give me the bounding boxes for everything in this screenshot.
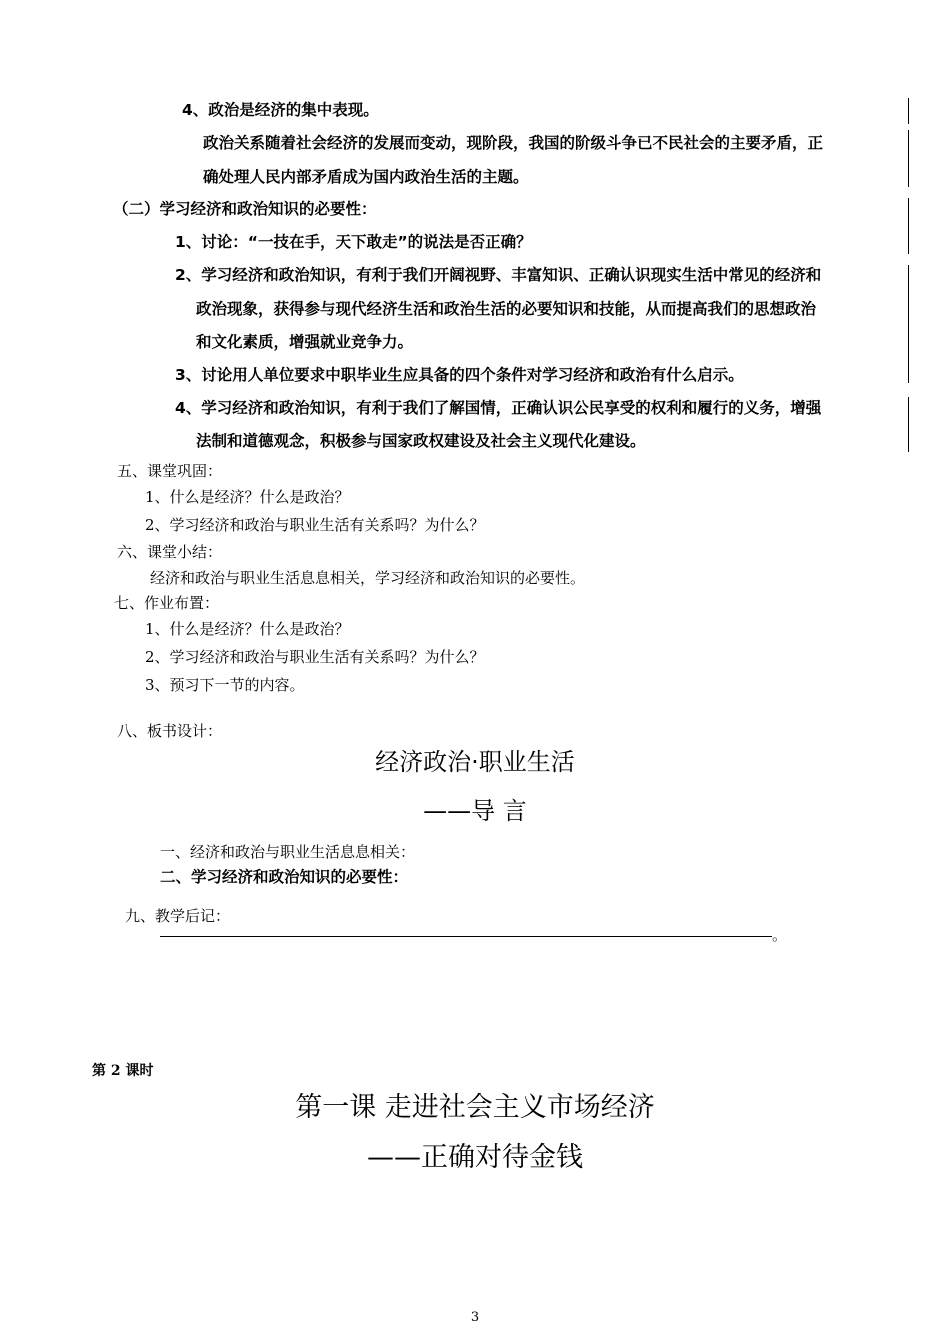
board-heading: 八、板书设计：	[117, 722, 223, 740]
item4-body-line1: 政治关系随着社会经济的发展而变动，现阶段，我国的阶级斗争已不民社会的主要矛盾，正	[203, 134, 824, 152]
point2-line2: 政治现象，获得参与现代经济生活和政治生活的必要知识和技能，从而提高我们的思想政治	[196, 300, 817, 318]
lesson-period: 第 2 课时	[92, 1063, 154, 1079]
board-point1: 一、经济和政治与职业生活息息相关：	[160, 843, 416, 861]
margin-bar	[908, 198, 909, 254]
summary-heading: 六、课堂小结：	[117, 543, 223, 561]
consolidation-heading: 五、课堂巩固：	[117, 462, 223, 480]
point4-line1: 4、学习经济和政治知识，有利于我们了解国情，正确认识公民享受的权利和履行的义务，增强	[175, 399, 822, 417]
board-title: 经济政治·职业生活	[375, 748, 575, 776]
point4-line2: 法制和道德观念，积极参与国家政权建设及社会主义现代化建设。	[196, 432, 646, 450]
consolidation-q1: 1、什么是经济？什么是政治？	[145, 488, 350, 506]
point2-line1: 2、学习经济和政治知识，有利于我们开阔视野、丰富知识、正确认识现实生活中常见的经济和	[175, 266, 822, 284]
summary-text: 经济和政治与职业生活息息相关，学习经济和政治知识的必要性。	[150, 569, 586, 587]
margin-bar	[908, 265, 909, 383]
lesson-subtitle: ——正确对待金钱	[367, 1142, 583, 1173]
margin-bar	[908, 130, 909, 187]
board-subtitle: ——导 言	[423, 797, 527, 825]
postscript-blank-line	[160, 936, 772, 937]
item4-body-line2: 确处理人民内部矛盾成为国内政治生活的主题。	[203, 168, 529, 186]
margin-bar	[908, 98, 909, 124]
point1: 1、讨论：“一技在手，天下敢走”的说法是否正确？	[175, 233, 532, 251]
section2-heading: （二）学习经济和政治知识的必要性：	[113, 200, 377, 218]
lesson-title: 第一课 走进社会主义市场经济	[295, 1092, 655, 1123]
homework-q2: 2、学习经济和政治与职业生活有关系吗？为什么？	[145, 648, 485, 666]
margin-bar	[908, 397, 909, 452]
homework-heading: 七、作业布置：	[114, 594, 220, 612]
page-number: 3	[470, 1310, 480, 1325]
postscript-end-mark: 。	[772, 926, 788, 944]
item4-title: 4、政治是经济的集中表现。	[182, 101, 379, 119]
postscript-heading: 九、教学后记：	[125, 907, 231, 925]
homework-q3: 3、预习下一节的内容。	[145, 676, 305, 694]
consolidation-q2: 2、学习经济和政治与职业生活有关系吗？为什么？	[145, 516, 485, 534]
board-point2: 二、学习经济和政治知识的必要性：	[160, 868, 409, 886]
point3: 3、讨论用人单位要求中职毕业生应具备的四个条件对学习经济和政治有什么启示。	[175, 366, 744, 384]
homework-q1: 1、什么是经济？什么是政治？	[145, 620, 350, 638]
point2-line3: 和文化素质，增强就业竞争力。	[196, 333, 414, 351]
